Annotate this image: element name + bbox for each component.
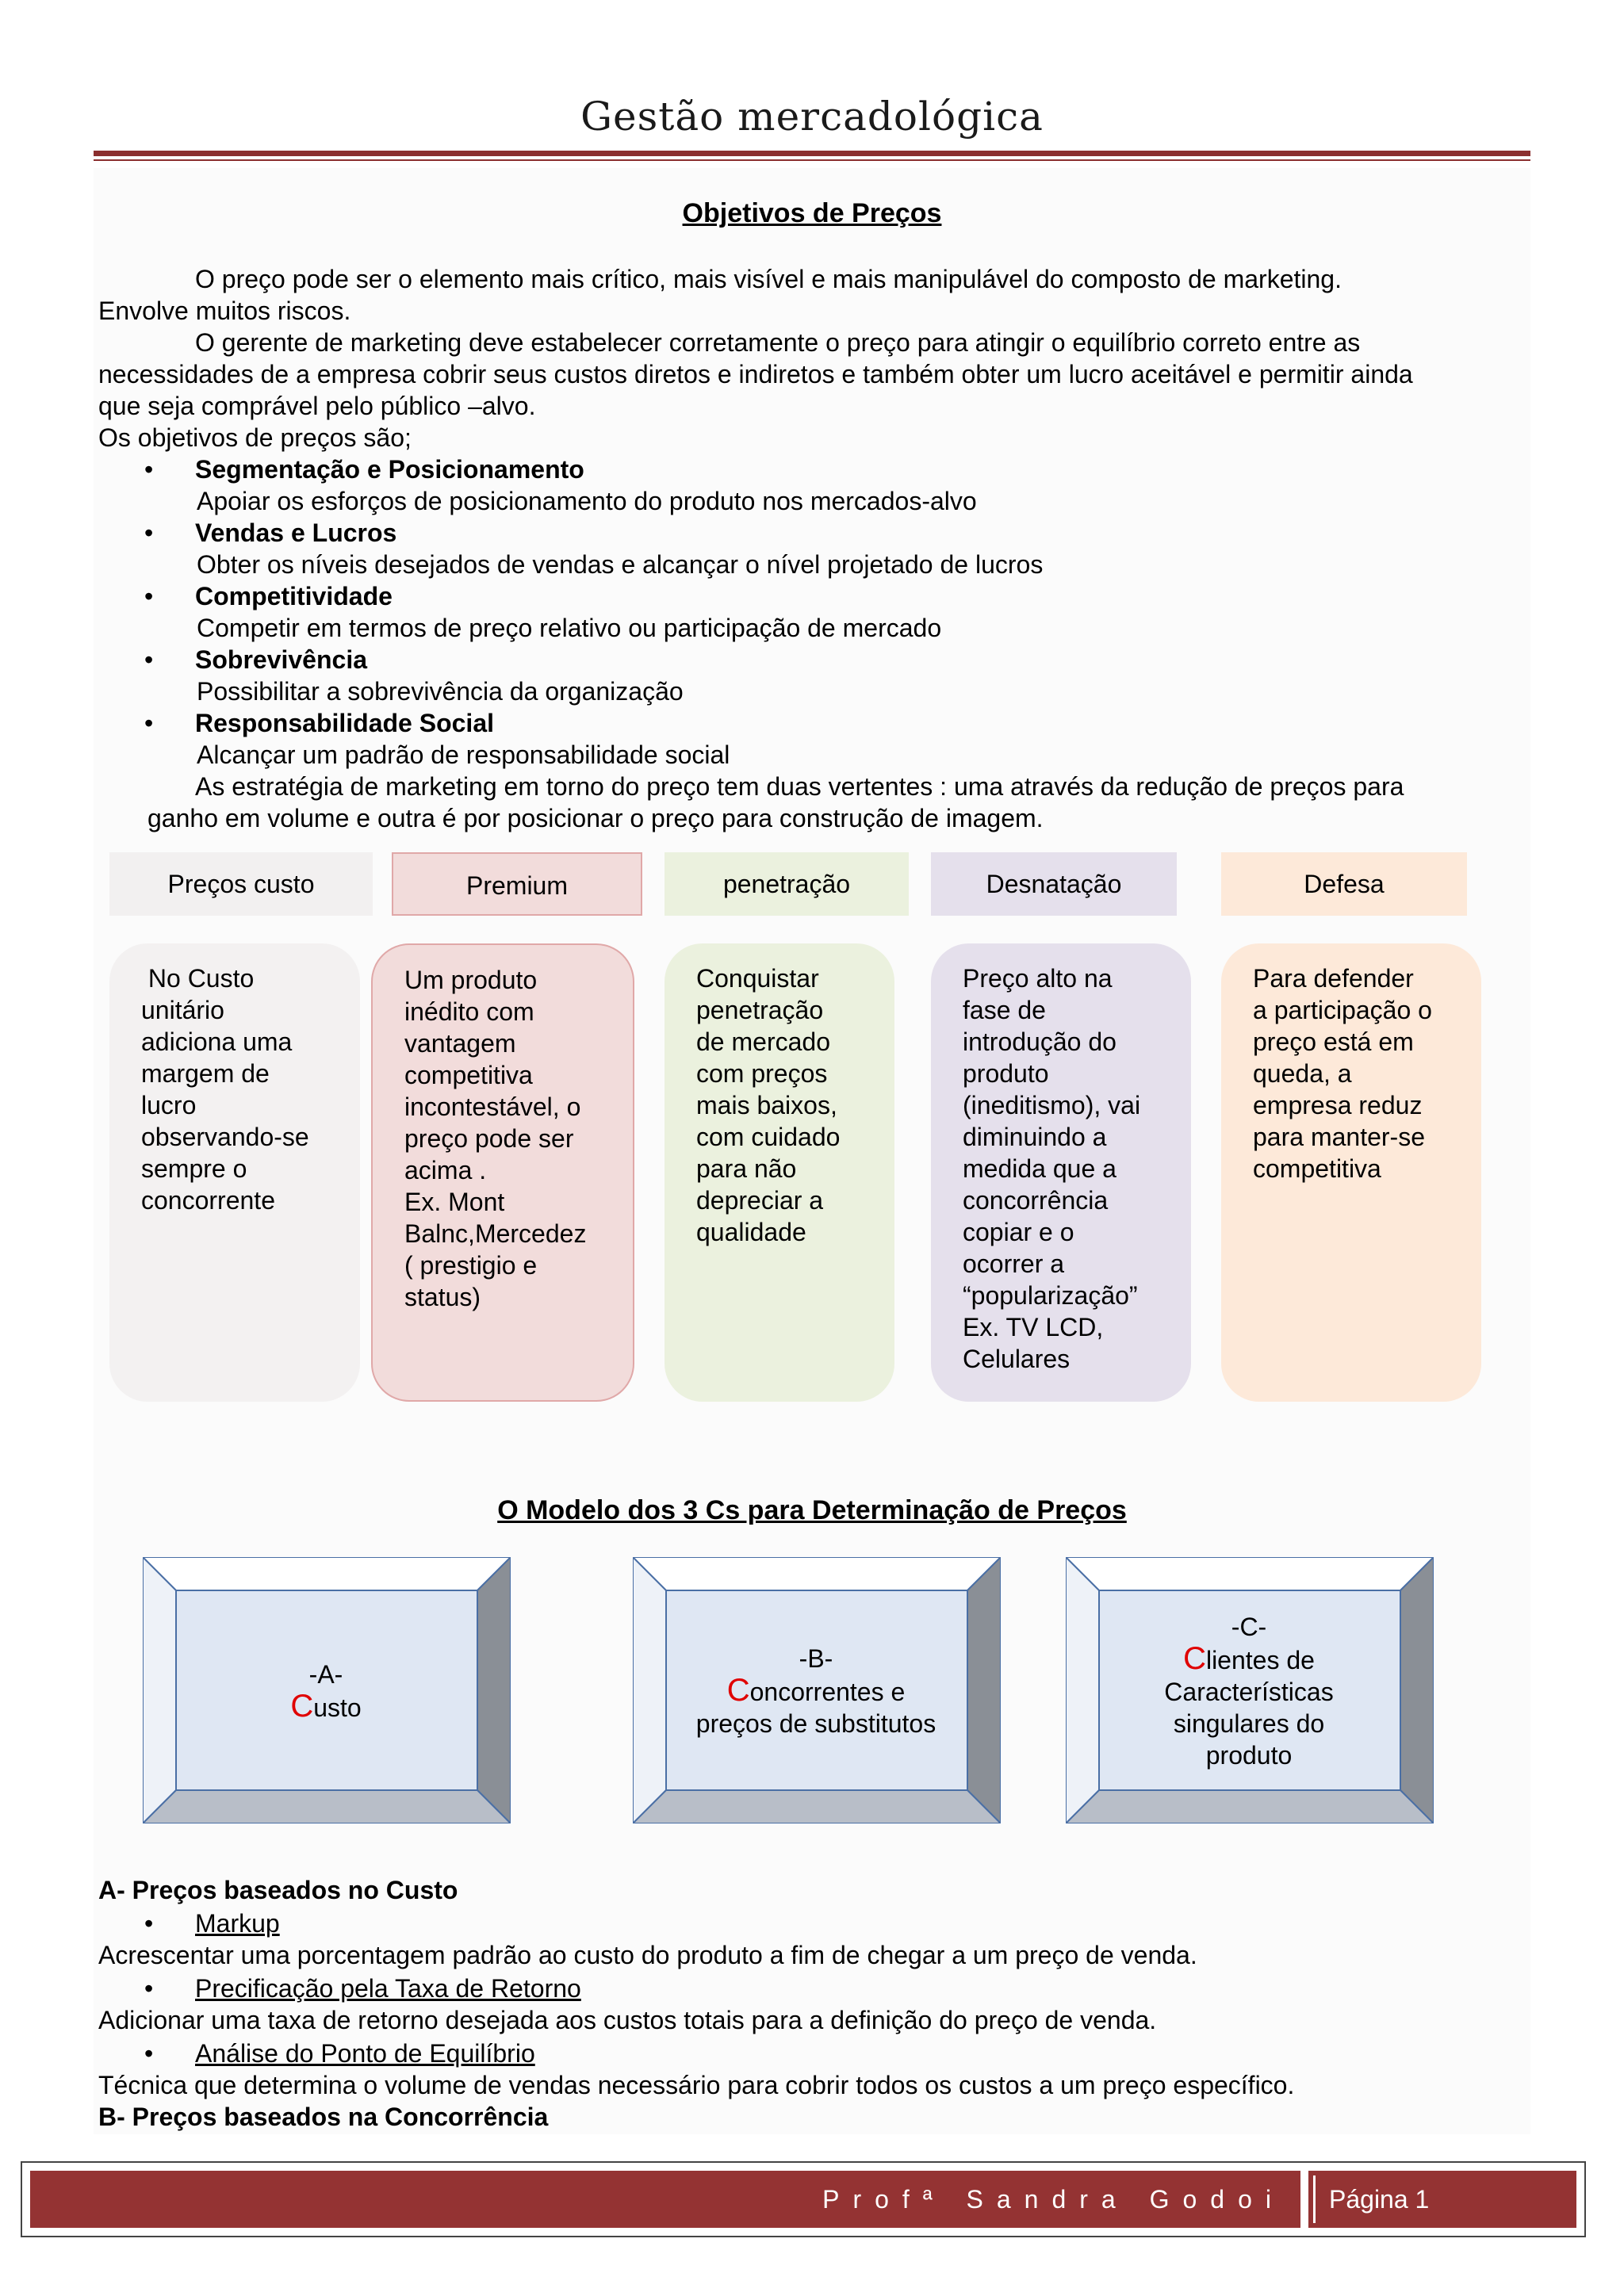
card-line: incontestável, o: [404, 1093, 581, 1121]
objective-item: [98, 453, 1526, 517]
intro-paragraph: [98, 263, 1526, 453]
closing-line-1: As estratégia de marketing em torno do preço tem duas vertentes : uma através da redução de preços para: [195, 772, 1404, 801]
card-line: status): [404, 1283, 481, 1311]
strategy-label-precos-custo: Preços custo: [109, 852, 373, 916]
objective-desc: Obter os níveis desejados de vendas e alcançar o nível projetado de lucros: [197, 550, 1044, 579]
strategy-card-penetracao: [665, 943, 894, 1402]
cost-method-item: [98, 1973, 1526, 2004]
card-line: acima .: [404, 1156, 487, 1184]
objectives-intro: Os objetivos de preços são;: [98, 423, 412, 452]
card-line: (ineditismo), vai: [963, 1091, 1141, 1119]
objective-title: Responsabilidade Social: [195, 709, 494, 737]
bullet-icon: •: [144, 1909, 154, 1938]
objective-item: [98, 580, 1526, 644]
section-title-objetivos: Objetivos de Preços: [682, 198, 942, 228]
bullet-icon: •: [144, 709, 154, 737]
card-line: concorrente: [141, 1186, 275, 1215]
model-box-clientes: [1066, 1557, 1434, 1823]
strategy-label-desnatacao: Desnatação: [931, 852, 1177, 916]
strategy-card-precos-custo: [109, 943, 360, 1402]
footer-page-number: Página 1: [1329, 2185, 1430, 2214]
model-box-tag: -C-: [1231, 1613, 1267, 1641]
card-line: unitário: [141, 996, 224, 1024]
card-line: Preço alto na: [963, 964, 1113, 993]
cost-method-label: Precificação pela Taxa de Retorno: [195, 1974, 581, 2003]
card-line: depreciar a: [696, 1186, 824, 1215]
card-line: queda, a: [1253, 1059, 1352, 1088]
card-line: Balnc,Mercedez: [404, 1219, 587, 1248]
card-line: vantagem: [404, 1029, 516, 1058]
model-box-rest: lientes de: [1205, 1646, 1315, 1674]
cost-method-label: Análise do Ponto de Equilíbrio: [195, 2039, 535, 2068]
model-box-rest: usto: [313, 1693, 362, 1722]
card-line: de mercado: [696, 1027, 830, 1056]
card-line: para não: [696, 1154, 797, 1183]
footer-author: Profª Sandra Godoi: [822, 2185, 1285, 2214]
header-rule-thin: [94, 159, 1530, 161]
card-line: lucro: [141, 1091, 197, 1119]
card-line: qualidade: [696, 1218, 806, 1246]
card-line: a participação o: [1253, 996, 1432, 1024]
cost-method-desc: Adicionar uma taxa de retorno desejada aos custos totais para a definição do preço de venda.: [98, 2006, 1157, 2034]
card-line: margem de: [141, 1059, 270, 1088]
objective-desc: Apoiar os esforços de posicionamento do produto nos mercados-alvo: [197, 487, 977, 515]
card-line: sempre o: [141, 1154, 247, 1183]
card-line: para manter-se: [1253, 1123, 1425, 1151]
model-box-tag: -A-: [308, 1660, 343, 1689]
objective-desc: Possibilitar a sobrevivência da organização: [197, 677, 684, 706]
footer-separator: [1300, 2171, 1308, 2228]
strategy-label-defesa: Defesa: [1221, 852, 1467, 916]
section-a-title: A- Preços baseados no Custo: [98, 1876, 458, 1904]
model-box-red-letter: C: [726, 1673, 750, 1708]
strategy-card-defesa: [1221, 943, 1481, 1402]
card-line: Ex. TV LCD,: [963, 1313, 1104, 1341]
bullet-icon: •: [144, 2039, 154, 2068]
intro-line-2: Envolve muitos riscos.: [98, 297, 351, 325]
card-line: “popularização”: [963, 1281, 1138, 1310]
card-line: competitiva: [1253, 1154, 1381, 1183]
card-line: preço pode ser: [404, 1124, 574, 1153]
card-line: mais baixos,: [696, 1091, 837, 1119]
objectives-list: [98, 453, 1526, 834]
card-line: Para defender: [1253, 964, 1414, 993]
bullet-icon: •: [144, 645, 154, 674]
objective-item: [98, 707, 1526, 771]
card-line: penetração: [696, 996, 824, 1024]
cost-method-label: Markup: [195, 1909, 280, 1938]
section-title-3cs: O Modelo dos 3 Cs para Determinação de Preços: [497, 1495, 1127, 1525]
page-header-title: Gestão mercadológica: [580, 94, 1044, 140]
cost-method-desc: Técnica que determina o volume de vendas necessário para cobrir todos os custos a um preço específico.: [98, 2071, 1295, 2099]
card-line: produto: [963, 1059, 1049, 1088]
card-line: diminuindo a: [963, 1123, 1107, 1151]
model-box-line: Características: [1164, 1678, 1334, 1706]
closing-line-2: ganho em volume e outra é por posicionar o preço para construção de imagem.: [147, 804, 1044, 832]
objective-title: Competitividade: [195, 582, 393, 610]
objective-desc: Alcançar um padrão de responsabilidade social: [197, 740, 730, 769]
card-line: com cuidado: [696, 1123, 841, 1151]
strategy-label-penetracao: penetração: [665, 852, 909, 916]
header-rule: [94, 151, 1530, 156]
model-box-rest: oncorrentes e: [749, 1678, 906, 1706]
card-line: inédito com: [404, 997, 534, 1026]
card-line: observando-se: [141, 1123, 309, 1151]
card-line: empresa reduz: [1253, 1091, 1423, 1119]
intro-line-3: O gerente de marketing deve estabelecer corretamente o preço para atingir o equilíbrio correto entre as: [195, 328, 1361, 357]
card-line: No Custo: [141, 964, 255, 993]
intro-line-1: O preço pode ser o elemento mais crítico, mais visível e mais manipulável do composto de marketing.: [195, 265, 1342, 293]
card-line: medida que a: [963, 1154, 1116, 1183]
card-line: Celulares: [963, 1345, 1071, 1373]
model-box-red-letter: C: [1183, 1641, 1206, 1676]
model-box-custo: [143, 1557, 511, 1823]
card-line: Um produto: [404, 966, 538, 994]
card-line: fase de: [963, 996, 1046, 1024]
objective-title: Segmentação e Posicionamento: [195, 455, 584, 484]
objective-item: [98, 517, 1526, 580]
strategy-card-premium: [371, 943, 634, 1402]
intro-line-4: necessidades de a empresa cobrir seus custos diretos e indiretos e também obter um lucro aceitável e permitir ainda: [98, 360, 1413, 388]
card-line: competitiva: [404, 1061, 533, 1089]
card-line: introdução do: [963, 1027, 1116, 1056]
cost-method-item: [98, 2038, 1526, 2069]
card-line: com preços: [696, 1059, 828, 1088]
card-line: ocorrer a: [963, 1249, 1065, 1278]
model-box-line: produto: [1205, 1741, 1293, 1770]
card-line: Ex. Mont: [404, 1188, 505, 1216]
intro-line-5: que seja comprável pelo público –alvo.: [98, 392, 536, 420]
model-box-line: singulares do: [1173, 1709, 1325, 1738]
section-b-title: B- Preços baseados na Concorrência: [98, 2103, 549, 2131]
card-line: Conquistar: [696, 964, 819, 993]
card-line: adiciona uma: [141, 1027, 293, 1056]
model-box-concorrentes: [633, 1557, 1001, 1823]
cost-method-item: [98, 1908, 1526, 1939]
strategy-label-premium: Premium: [392, 852, 642, 916]
bullet-icon: •: [144, 519, 154, 547]
card-line: concorrência: [963, 1186, 1109, 1215]
card-line: preço está em: [1253, 1027, 1414, 1056]
model-box-tag: -B-: [799, 1644, 833, 1673]
bullet-icon: •: [144, 455, 154, 484]
strategy-card-desnatacao: [931, 943, 1191, 1402]
objective-desc: Competir em termos de preço relativo ou participação de mercado: [197, 614, 942, 642]
card-line: copiar e o: [963, 1218, 1074, 1246]
cost-method-desc: Acrescentar uma porcentagem padrão ao custo do produto a fim de chegar a um preço de venda.: [98, 1941, 1197, 1969]
objective-item: [98, 644, 1526, 707]
model-box-red-letter: C: [290, 1689, 314, 1724]
model-box-line: preços de substitutos: [695, 1709, 936, 1738]
bullet-icon: •: [144, 582, 154, 610]
bullet-icon: •: [144, 1974, 154, 2003]
card-line: ( prestigio e: [404, 1251, 538, 1280]
objective-title: Sobrevivência: [195, 645, 367, 674]
objective-title: Vendas e Lucros: [195, 519, 397, 547]
